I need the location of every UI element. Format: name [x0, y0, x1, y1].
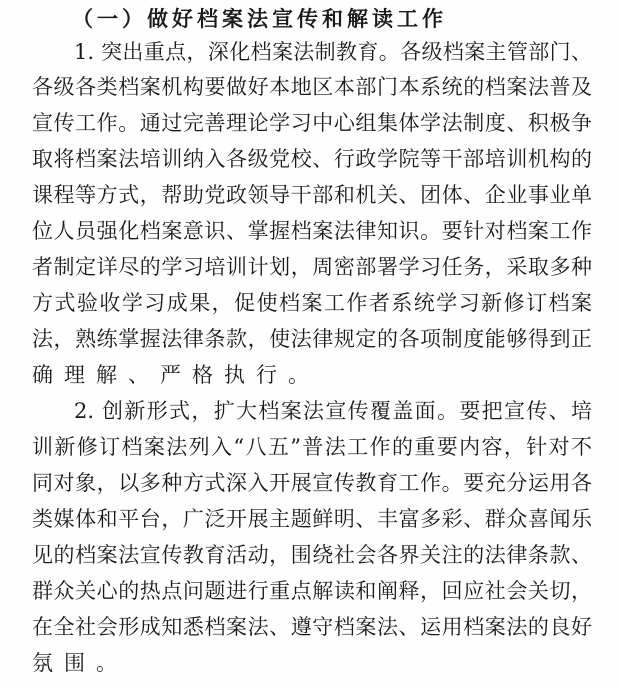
paragraph-1-line: 课程等方式，帮助党政领导干部和机关、团体、企业事业单 [32, 183, 592, 207]
paragraph-2-line: 氛围。 [32, 651, 128, 675]
paragraph-2-line: 见的档案法宣传教育活动，围绕社会各界关注的法律条款、 [32, 543, 592, 567]
paragraph-1-line: 取将档案法培训纳入各级党校、行政学院等干部培训机构的 [32, 147, 592, 171]
paragraph-1-line: 位人员强化档案意识、掌握档案法律知识。要针对档案工作 [32, 219, 592, 243]
paragraph-1-line: 各级各类档案机构要做好本地区本部门本系统的档案法普及 [32, 75, 592, 99]
paragraph-1-line: 宣传工作。通过完善理论学习中心组集体学法制度、积极争 [32, 111, 592, 135]
paragraph-2-line: 类媒体和平台，广泛开展主题鲜明、丰富多彩、群众喜闻乐 [32, 507, 592, 531]
paragraph-2-line: 2. 创新形式，扩大档案法宣传覆盖面。要把宣传、培 [74, 399, 592, 423]
section-heading: （一）做好档案法宣传和解读工作 [72, 6, 447, 31]
paragraph-1-line: 法，熟练掌握法律条款，使法律规定的各项制度能够得到正 [32, 327, 592, 351]
paragraph-1-line: 方式验收学习成果，促使档案工作者系统学习新修订档案 [32, 291, 592, 315]
paragraph-1-line: 1. 突出重点，深化档案法制教育。各级档案主管部门、 [74, 40, 592, 64]
paragraph-2-line: 训新修订档案法列入“八五”普法工作的重要内容，针对不 [32, 435, 592, 459]
paragraph-2-line: 在全社会形成知悉档案法、遵守档案法、运用档案法的良好 [32, 615, 592, 639]
paragraph-2-line: 群众关心的热点问题进行重点解读和阐释，回应社会关切， [32, 579, 592, 603]
paragraph-1-line: 者制定详尽的学习培训计划，周密部署学习任务，采取多种 [32, 255, 592, 279]
paragraph-1-line: 确理解、严格执行。 [32, 363, 320, 387]
paragraph-2-line: 同对象，以多种方式深入开展宣传教育工作。要充分运用各 [32, 471, 592, 495]
